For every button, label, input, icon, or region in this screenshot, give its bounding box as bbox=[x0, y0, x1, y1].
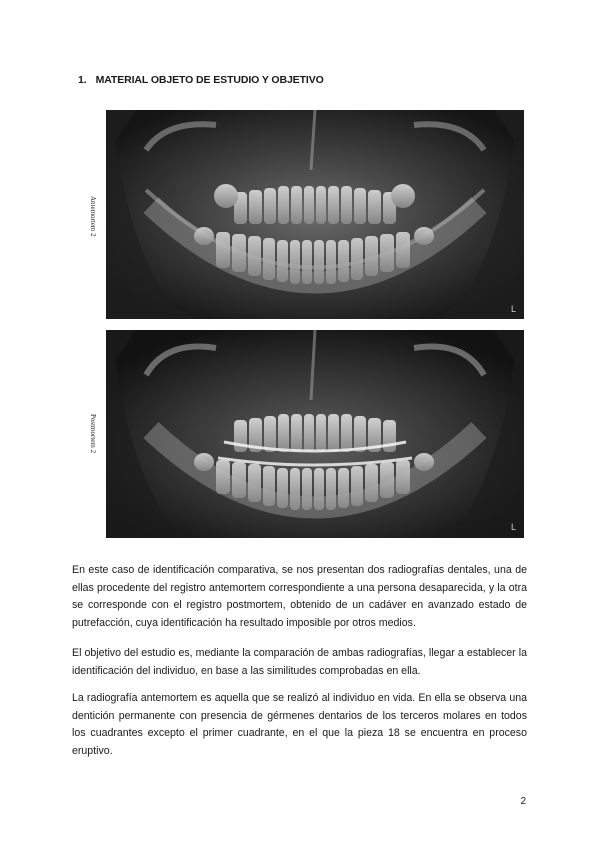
paragraph-objective: El objetivo del estudio es, mediante la comparación de ambas radiografías, llegar a establecer la identificación del individuo, en base a las similitudes comprobadas en ella. bbox=[72, 647, 527, 677]
section-number: 1. bbox=[78, 74, 87, 86]
section-title: MATERIAL OBJETO DE ESTUDIO Y OBJETIVO bbox=[95, 74, 324, 86]
postmortem-label: Postmortem 2 bbox=[89, 414, 97, 454]
postmortem-radiograph bbox=[106, 330, 524, 538]
page-number: 2 bbox=[520, 796, 526, 807]
antemortem-label: Antemortem 2 bbox=[89, 196, 97, 237]
postmortem-xray-image bbox=[106, 330, 524, 538]
section-heading bbox=[78, 74, 324, 86]
postmortem-corner-mark: L bbox=[511, 522, 517, 532]
paragraph-intro: En este caso de identificación comparativa, se nos presentan dos radiografías dentales, una de ellas procedente del registro antemortem correspondiente a una persona desaparecida, y la otra se corresponde con el registro postmortem, obtenido de un cadáver en avanzado estado de putrefacción, cuya identificación ha resultado imposible por otros medios. bbox=[72, 564, 527, 629]
antemortem-radiograph bbox=[106, 110, 524, 319]
antemortem-xray-image bbox=[106, 110, 524, 319]
antemortem-corner-mark: L bbox=[511, 304, 517, 314]
paragraph-antemortem: La radiografía antemortem es aquella que se realizó al individuo en vida. En ella se observa una dentición permanente con presencia de gérmenes dentarios de los terceros molares en todos los cuadrantes excepto el primer cuadrante, en el que la pieza 18 se encuentra en proceso eruptivo. bbox=[72, 692, 527, 757]
